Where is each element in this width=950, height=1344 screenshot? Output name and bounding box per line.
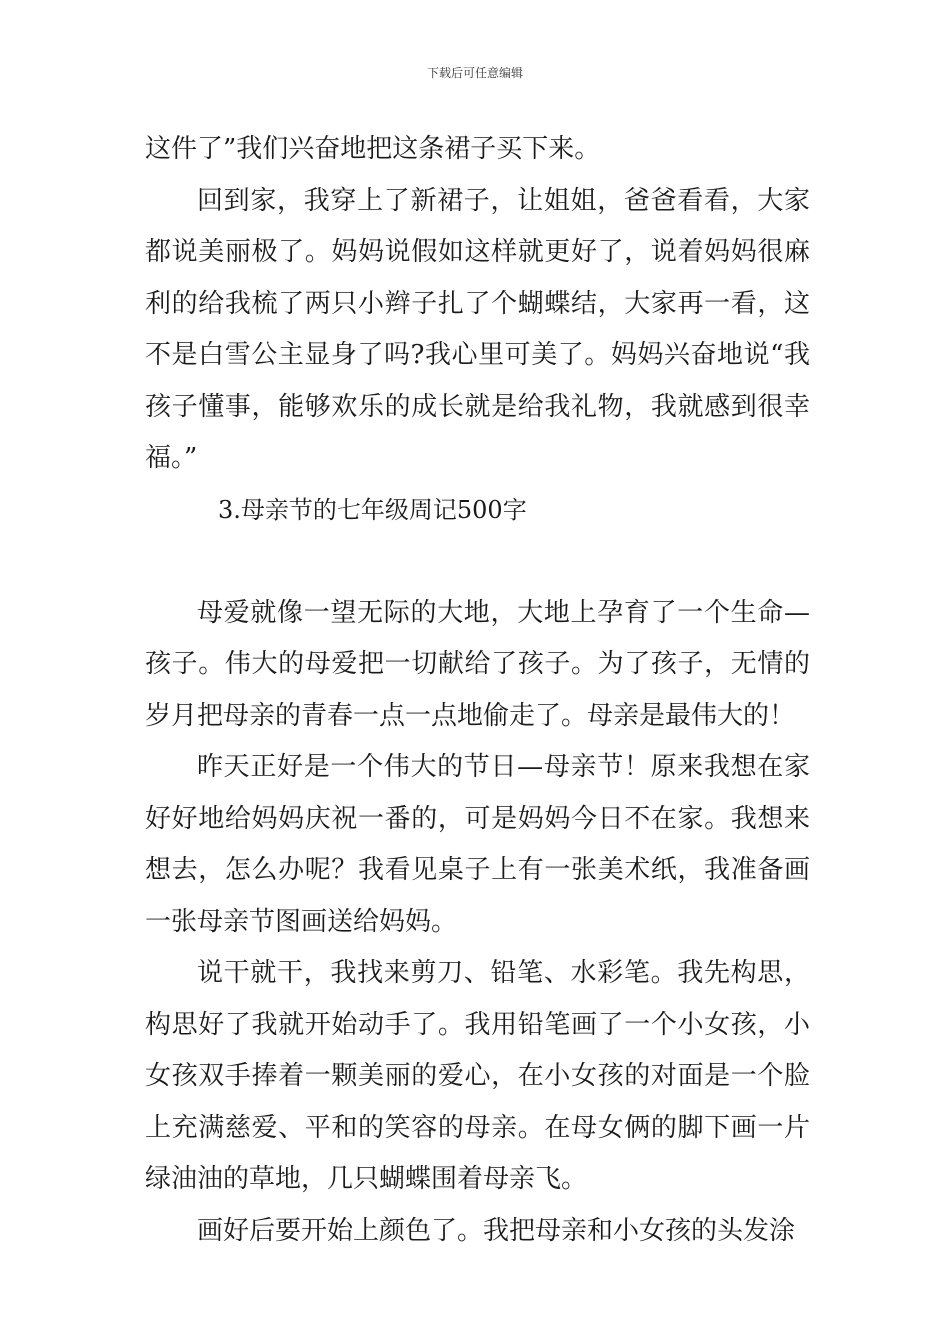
- paragraph-5: 说干就干，我找来剪刀、铅笔、水彩笔。我先构思，构思好了我就开始动手了。我用铅笔画了一个小女孩，小女孩双手捧着一颗美丽的爱心，在小女孩的对面是一个脸上充满慈爱、平和的笑容的母亲。在母女俩的脚下画一片绿油油的草地，几只蝴蝶围着母亲飞。: [145, 958, 810, 1194]
- paragraph-2: 回到家，我穿上了新裙子，让姐姐，爸爸看看，大家都说美丽极了。妈妈说假如这样就更好了，说着妈妈很麻利的给我梳了两只小辫子扎了个蝴蝶结，大家再一看，这不是白雪公主显身了吗?我心里可美了。妈妈兴奋地说“我孩子懂事，能够欢乐的成长就是给我礼物，我就感到很幸福。”: [145, 185, 810, 473]
- section-heading: 3.母亲节的七年级周记500字: [218, 495, 527, 524]
- paragraph-6: 画好后要开始上颜色了。我把母亲和小女孩的头发涂: [197, 1215, 796, 1246]
- paragraph-4: 昨天正好是一个伟大的节日—母亲节！原来我想在家好好地给妈妈庆祝一番的，可是妈妈今日不在家。我想来想去，怎么办呢？我看见桌子上有一张美术纸，我准备画一张母亲节图画送给妈妈。: [145, 752, 810, 937]
- document-body: [145, 124, 810, 1257]
- page-header-note: 下载后可任意编辑: [426, 66, 523, 80]
- paragraph-3: 母爱就像一望无际的大地，大地上孕育了一个生命—孩子。伟大的母爱把一切献给了孩子。为了孩子，无情的岁月把母亲的青春一点一点地偷走了。母亲是最伟大的！: [145, 597, 810, 731]
- paragraph-1: 这件了”我们兴奋地把这条裙子买下来。: [145, 134, 601, 164]
